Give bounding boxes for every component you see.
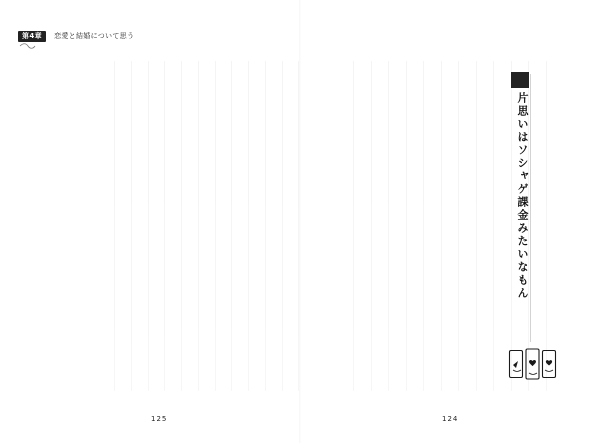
section-heading-text: 片思いはソシャゲ課金みたいなもん	[516, 92, 529, 300]
chapter-ornament-icon	[19, 43, 36, 49]
left-page-column	[276, 61, 288, 391]
right-page-column	[400, 61, 413, 391]
left-page-column	[108, 61, 120, 391]
right-page-column	[487, 61, 500, 391]
right-page-column	[347, 61, 360, 391]
left-page-column	[175, 61, 187, 391]
left-page-column	[125, 61, 137, 391]
section-divider	[530, 74, 531, 342]
left-page-column	[192, 61, 204, 391]
section-heading-label	[511, 72, 529, 88]
chapter-badge: 第4章	[18, 31, 46, 42]
page-number-right: 124	[442, 415, 459, 423]
left-page-column	[225, 61, 237, 391]
left-page-column	[292, 61, 304, 391]
right-page-column	[417, 61, 430, 391]
right-page-column	[470, 61, 483, 391]
page-number-left: 125	[151, 415, 168, 423]
chapter-header	[18, 31, 134, 42]
right-page-column	[435, 61, 448, 391]
left-page-text	[108, 61, 304, 391]
right-page-column	[452, 61, 465, 391]
left-page-column	[142, 61, 154, 391]
left-page-column	[259, 61, 271, 391]
left-page-column	[209, 61, 221, 391]
right-page-column	[365, 61, 378, 391]
left-page-column	[158, 61, 170, 391]
left-page	[108, 61, 304, 391]
right-page-column	[382, 61, 395, 391]
card-doodle-icon	[508, 346, 557, 384]
chapter-title: 恋愛と結婚について思う	[54, 32, 135, 40]
left-page-column	[242, 61, 254, 391]
